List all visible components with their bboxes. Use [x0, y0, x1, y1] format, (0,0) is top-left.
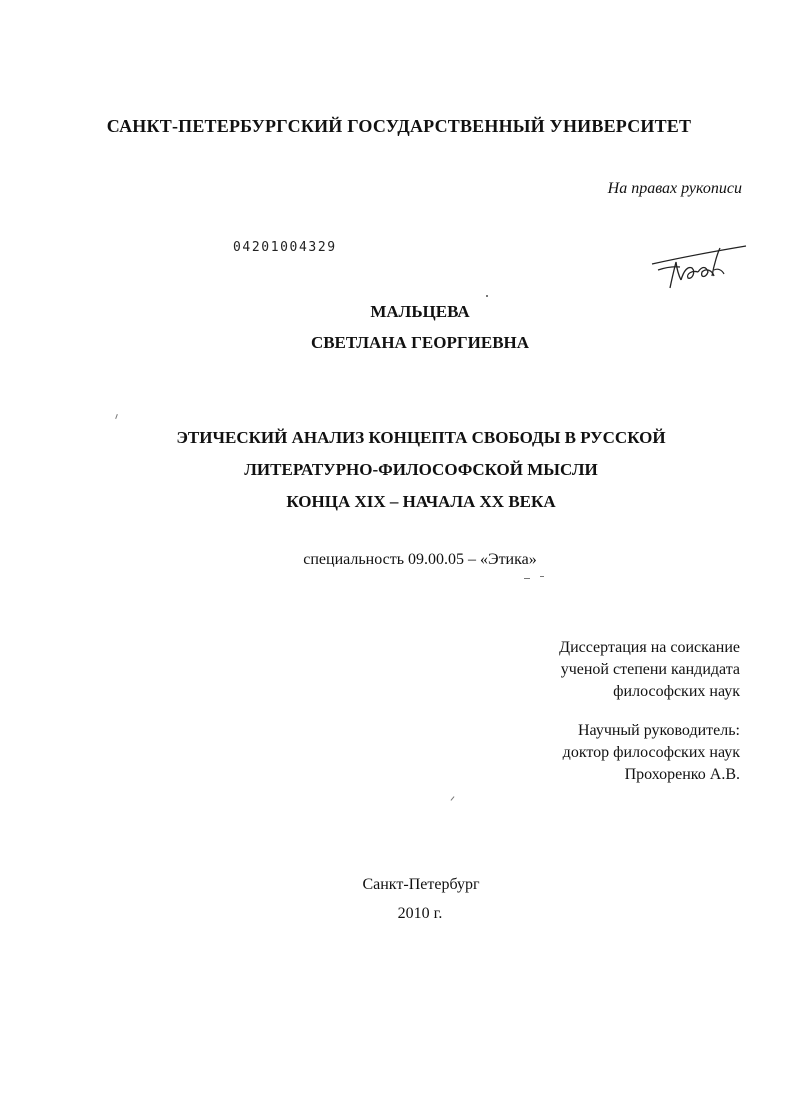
degree-line: Диссертация на соискание — [559, 639, 740, 656]
degree-line: философских наук — [613, 683, 740, 700]
city: Санкт-Петербург — [362, 876, 480, 893]
scan-speck — [540, 576, 544, 577]
advisor-block — [563, 720, 740, 786]
title-line: ЭТИЧЕСКИЙ АНАЛИЗ КОНЦЕПТА СВОБОДЫ В РУССКОЙ — [176, 428, 666, 447]
author-surname: МАЛЬЦЕВА — [370, 302, 470, 321]
dissertation-title — [0, 422, 798, 518]
scan-speck — [486, 295, 488, 297]
advisor-title: доктор философских наук — [562, 744, 740, 761]
scan-speck — [524, 578, 530, 579]
scan-speck — [451, 796, 455, 800]
specialty: специальность 09.00.05 – «Этика» — [303, 551, 537, 568]
advisor-name: Прохоренко А.В. — [624, 766, 740, 783]
university-name: САНКТ-ПЕТЕРБУРГСКИЙ ГОСУДАРСТВЕННЫЙ УНИВЕРСИТЕТ — [106, 116, 692, 136]
degree-statement — [559, 637, 740, 703]
advisor-label: Научный руководитель: — [577, 722, 740, 739]
degree-line: ученой степени кандидата — [560, 661, 740, 678]
registration-number: 04201004329 — [233, 240, 337, 255]
manuscript-note: На правах рукописи — [607, 180, 742, 197]
title-line: ЛИТЕРАТУРНО-ФИЛОСОФСКОЙ МЫСЛИ — [244, 460, 598, 479]
title-line: КОНЦА XIX – НАЧАЛА XX ВЕКА — [286, 492, 556, 511]
signature-icon — [650, 240, 750, 297]
author-given-names: СВЕТЛАНА ГЕОРГИЕВНА — [310, 333, 530, 352]
year: 2010 г. — [397, 905, 443, 922]
scan-speck — [115, 414, 118, 419]
